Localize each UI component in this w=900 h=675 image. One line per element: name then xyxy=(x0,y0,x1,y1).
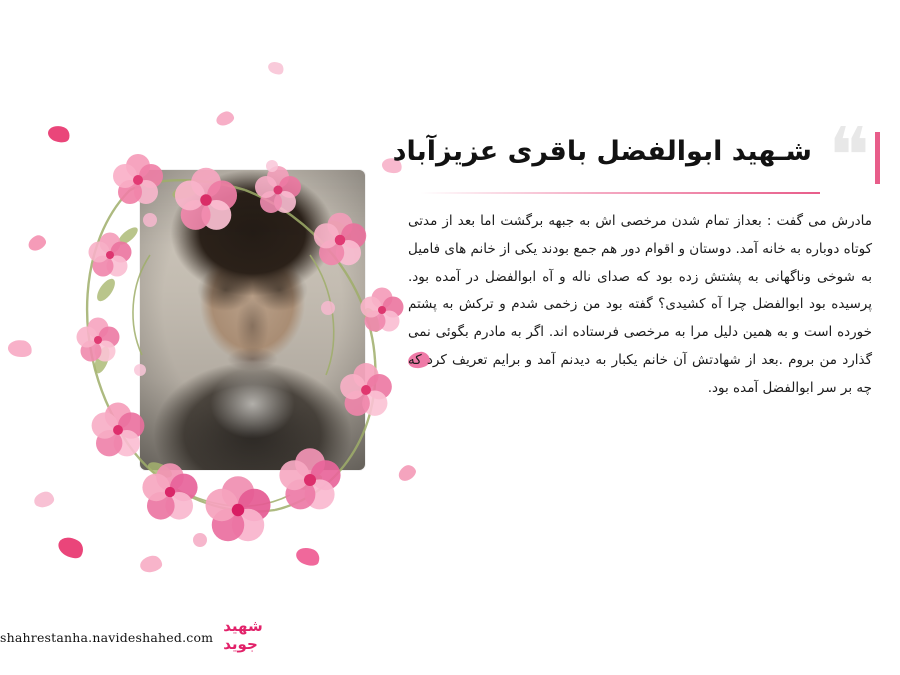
quote-mark-icon xyxy=(826,112,872,202)
blossom-bud xyxy=(134,364,146,376)
footer xyxy=(0,617,297,657)
title-underline xyxy=(420,192,820,194)
martyr-story-text: مادرش می گفت : بعداز تمام شدن مرخصی اش به جبهه برگشت اما بعد از مدتی کوتاه دوباره به خانه آمد. دوستان و اقوام دور هم جمع بودند یکی از خانم های فامیل به شوخی وناگهانی به پشتش زده بود که صدای ناله و آه ابوالفضل در آمده بود. پرسیده بود ابوالفضل چرا آه کشیدی؟ گفته بود من زخمی شدم و ترکش به پشتم خورده است و به همین دلیل مرا به مرخصی فرستاده اند. اگر به مادرم بگوئی نمی گذارد من بروم .بعد از شهادتش آن خانم یکبار به دیدنم آمد و برایم تعریف کرد که چه بر سر ابوالفضل آمده بود. xyxy=(408,213,872,396)
blossom-bud xyxy=(266,160,278,172)
navideshahed-logo[interactable] xyxy=(219,617,297,657)
logo-line-1: شهید xyxy=(223,617,263,635)
quote-glyph: ❝ xyxy=(828,112,870,202)
logo-line-2: جوید xyxy=(223,635,258,653)
blossom-bud xyxy=(321,301,335,315)
flower-wreath xyxy=(10,40,430,600)
wreath-blossoms xyxy=(77,154,404,547)
text-content xyxy=(392,112,872,416)
quote-accent-bar xyxy=(875,132,880,184)
site-url-label[interactable]: shahrestanha.navideshahed.com xyxy=(0,629,214,645)
title-row xyxy=(392,112,872,202)
blossom-bud xyxy=(143,213,157,227)
blossom-bud xyxy=(193,533,207,547)
page-title: شـهید ابوالفضل باقری عزیزآباد xyxy=(392,136,812,167)
